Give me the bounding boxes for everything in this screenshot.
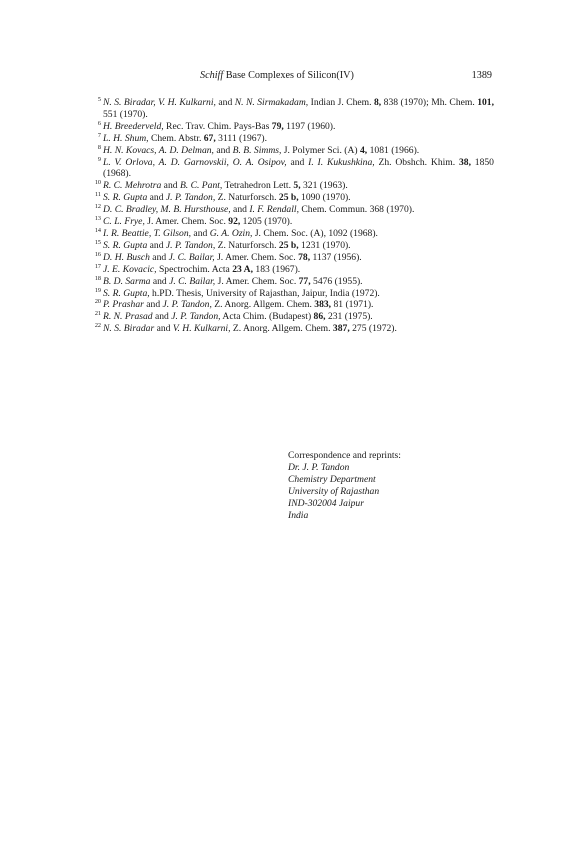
reference-item xyxy=(88,180,494,192)
reference-authors: N. N. Sirmakadam, xyxy=(234,97,309,108)
reference-text: Z. Naturforsch. xyxy=(215,192,279,204)
reference-text: and xyxy=(213,144,233,156)
reference-volume: 23 A, xyxy=(232,263,254,275)
reference-item xyxy=(88,145,494,157)
reference-item xyxy=(88,240,494,252)
reference-text: 81 (1971). xyxy=(331,299,374,311)
reference-volume: 86, xyxy=(313,311,326,323)
reference-volume: 67, xyxy=(203,132,216,144)
reference-item xyxy=(88,288,494,300)
reference-authors: J. C. Bailar, xyxy=(169,275,216,287)
reference-text: and xyxy=(230,204,250,216)
reference-text: J. Amer. Chem. Soc. xyxy=(215,275,299,287)
reference-text: 1197 (1960). xyxy=(283,120,336,132)
reference-authors: V. H. Kulkarni, xyxy=(172,323,231,335)
running-header xyxy=(90,70,492,84)
reference-item xyxy=(88,252,494,264)
reference-number: 18 xyxy=(94,274,101,282)
running-title-rest: Base Complexes of Silicon(IV) xyxy=(223,70,354,81)
reference-volume: 383, xyxy=(314,299,332,311)
running-title-italic: Schiff xyxy=(200,70,224,81)
correspondence-department: Chemistry Department xyxy=(288,473,376,485)
reference-volume: 25 b, xyxy=(278,192,299,204)
reference-volume: 77, xyxy=(298,275,311,287)
reference-text: Z. Anorg. Allgem. Chem. xyxy=(230,323,333,335)
reference-number: 13 xyxy=(94,215,101,223)
reference-text: 1137 (1956). xyxy=(310,251,362,263)
reference-text: and xyxy=(191,227,210,239)
reference-authors: J. P. Tandon, xyxy=(165,239,216,251)
reference-text: and xyxy=(149,251,169,263)
reference-text: and xyxy=(150,275,170,287)
reference-text: Zh. Obshch. Khim. xyxy=(374,156,459,168)
reference-volume: 79, xyxy=(271,120,284,132)
reference-volume: 5, xyxy=(293,180,301,192)
reference-text: 1081 (1966). xyxy=(367,144,420,156)
reference-authors: N. S. Biradar, V. H. Kulkarni, xyxy=(103,97,216,108)
reference-item xyxy=(88,157,494,181)
reference-text: Chem. Abstr. xyxy=(148,132,204,144)
reference-item xyxy=(88,204,494,216)
reference-text: 1850 (1968). xyxy=(103,156,494,180)
reference-text: Rec. Trav. Chim. Pays-Bas xyxy=(163,120,272,132)
reference-authors: N. S. Biradar xyxy=(103,323,155,335)
reference-authors: L. V. Orlova, A. D. Garnovskii, O. A. Osipov, xyxy=(103,156,287,168)
reference-authors: R. C. Mehrotra xyxy=(103,180,162,192)
reference-number: 10 xyxy=(94,179,101,187)
reference-item xyxy=(88,216,494,228)
correspondence-country: India xyxy=(288,509,309,521)
reference-text: Spectrochim. Acta xyxy=(156,263,233,275)
reference-text: and xyxy=(143,299,163,311)
reference-authors: J. P. Tandon, xyxy=(171,311,221,323)
reference-volume: 8, xyxy=(373,97,382,108)
reference-number: 20 xyxy=(94,298,101,306)
reference-authors: S. R. Gupta, xyxy=(103,287,150,299)
reference-authors: C. L. Frye, xyxy=(103,216,145,228)
reference-text: and xyxy=(147,239,166,251)
reference-text: Tetrahedron Lett. xyxy=(222,180,294,192)
correspondence-block xyxy=(288,450,498,521)
reference-authors: L. H. Shum, xyxy=(103,132,149,144)
reference-number: 14 xyxy=(94,226,101,234)
reference-authors: J. P. Tandon, xyxy=(165,192,216,204)
reference-text: and xyxy=(215,97,235,108)
reference-text: 1231 (1970). xyxy=(298,239,351,251)
reference-authors: J. P. Tandon, xyxy=(162,299,212,311)
reference-number: 21 xyxy=(94,310,101,318)
reference-text: J. Amer. Chem. Soc. xyxy=(214,251,299,263)
reference-item xyxy=(88,323,494,335)
reference-text: h.PD. Thesis, University of Rajasthan, Jaipur, India (1972). xyxy=(149,287,380,299)
reference-text: and xyxy=(154,323,173,335)
reference-number: 6 xyxy=(97,119,101,127)
reference-number: 22 xyxy=(94,322,101,330)
reference-item xyxy=(88,264,494,276)
reference-item xyxy=(88,311,494,323)
reference-item xyxy=(88,192,494,204)
reference-number: 16 xyxy=(94,250,101,258)
reference-authors: G. A. Ozin, xyxy=(209,227,253,239)
reference-item xyxy=(88,228,494,240)
reference-authors: J. E. Kovacic, xyxy=(103,263,157,275)
correspondence-university: University of Rajasthan xyxy=(288,485,380,497)
reference-text: and xyxy=(152,311,172,323)
reference-volume: 25 b, xyxy=(278,239,299,251)
reference-item xyxy=(88,133,494,145)
reference-number: 12 xyxy=(94,203,101,211)
reference-authors: J. C. Bailar, xyxy=(168,251,215,263)
reference-text: J. Polymer Sci. (A) xyxy=(281,144,360,156)
reference-text: 275 (1972). xyxy=(349,323,397,335)
reference-authors: P. Prashar xyxy=(103,299,144,311)
reference-number: 9 xyxy=(97,155,101,163)
running-title xyxy=(200,70,354,81)
reference-authors: S. R. Gupta xyxy=(103,192,148,204)
reference-number: 8 xyxy=(97,143,101,151)
reference-text: and xyxy=(161,180,180,192)
reference-volume: 4, xyxy=(360,144,368,156)
reference-text: 1205 (1970). xyxy=(240,216,293,228)
reference-volume: 387, xyxy=(332,323,350,335)
reference-text: and xyxy=(286,156,309,168)
reference-text: J. Chem. Soc. (A), 1092 (1968). xyxy=(252,227,378,239)
reference-authors: I. R. Beattie, T. Gilson, xyxy=(103,227,192,239)
reference-text: and xyxy=(147,192,166,204)
reference-authors: D. C. Bradley, M. B. Hursthouse, xyxy=(103,204,231,216)
reference-list xyxy=(88,97,494,335)
reference-item xyxy=(88,121,494,133)
reference-number: 11 xyxy=(95,191,101,199)
reference-text: Acta Chim. (Budapest) xyxy=(220,311,314,323)
reference-text: 5476 (1955). xyxy=(310,275,363,287)
reference-text: 3111 (1967). xyxy=(215,132,267,144)
reference-volume: 101, xyxy=(477,97,494,108)
reference-text: Indian J. Chem. xyxy=(308,97,374,108)
reference-text: 321 (1963). xyxy=(300,180,348,192)
reference-authors: D. H. Busch xyxy=(103,251,150,263)
correspondence-city: IND-302004 Jaipur xyxy=(288,497,364,509)
reference-number: 5 xyxy=(97,96,101,103)
reference-text: 838 (1970); Mh. Chem. xyxy=(381,97,478,108)
page-number: 1389 xyxy=(471,70,492,81)
reference-text: Z. Naturforsch. xyxy=(215,239,279,251)
reference-authors: H. Breederveld, xyxy=(103,120,164,132)
reference-authors: I. F. Rendall, xyxy=(249,204,299,216)
correspondence-heading: Correspondence and reprints: xyxy=(288,450,401,461)
reference-authors: H. N. Kovacs, A. D. Delman, xyxy=(103,144,214,156)
reference-text: Z. Anorg. Allgem. Chem. xyxy=(211,299,315,311)
reference-number: 19 xyxy=(94,286,101,294)
reference-volume: 38, xyxy=(458,156,471,168)
reference-volume: 78, xyxy=(298,251,311,263)
reference-authors: B. B. Simms, xyxy=(232,144,282,156)
reference-item xyxy=(88,276,494,288)
reference-text: 183 (1967). xyxy=(253,263,301,275)
reference-authors: S. R. Gupta xyxy=(103,239,148,251)
reference-number: 7 xyxy=(97,131,101,139)
reference-item xyxy=(88,97,494,121)
reference-authors: R. N. Prasad xyxy=(103,311,153,323)
reference-text: J. Amer. Chem. Soc. xyxy=(144,216,229,228)
reference-number: 15 xyxy=(94,238,101,246)
reference-text: 551 (1970). xyxy=(103,108,148,120)
reference-authors: I. I. Kukushkina, xyxy=(308,156,375,168)
reference-text: 1090 (1970). xyxy=(298,192,351,204)
reference-authors: B. D. Sarma xyxy=(103,275,151,287)
reference-authors: B. C. Pant, xyxy=(179,180,223,192)
reference-text: Chem. Commun. 368 (1970). xyxy=(298,204,415,216)
correspondence-name: Dr. J. P. Tandon xyxy=(288,461,350,473)
reference-item xyxy=(88,299,494,311)
reference-volume: 92, xyxy=(228,216,241,228)
reference-number: 17 xyxy=(94,262,101,270)
reference-text: 231 (1975). xyxy=(325,311,373,323)
